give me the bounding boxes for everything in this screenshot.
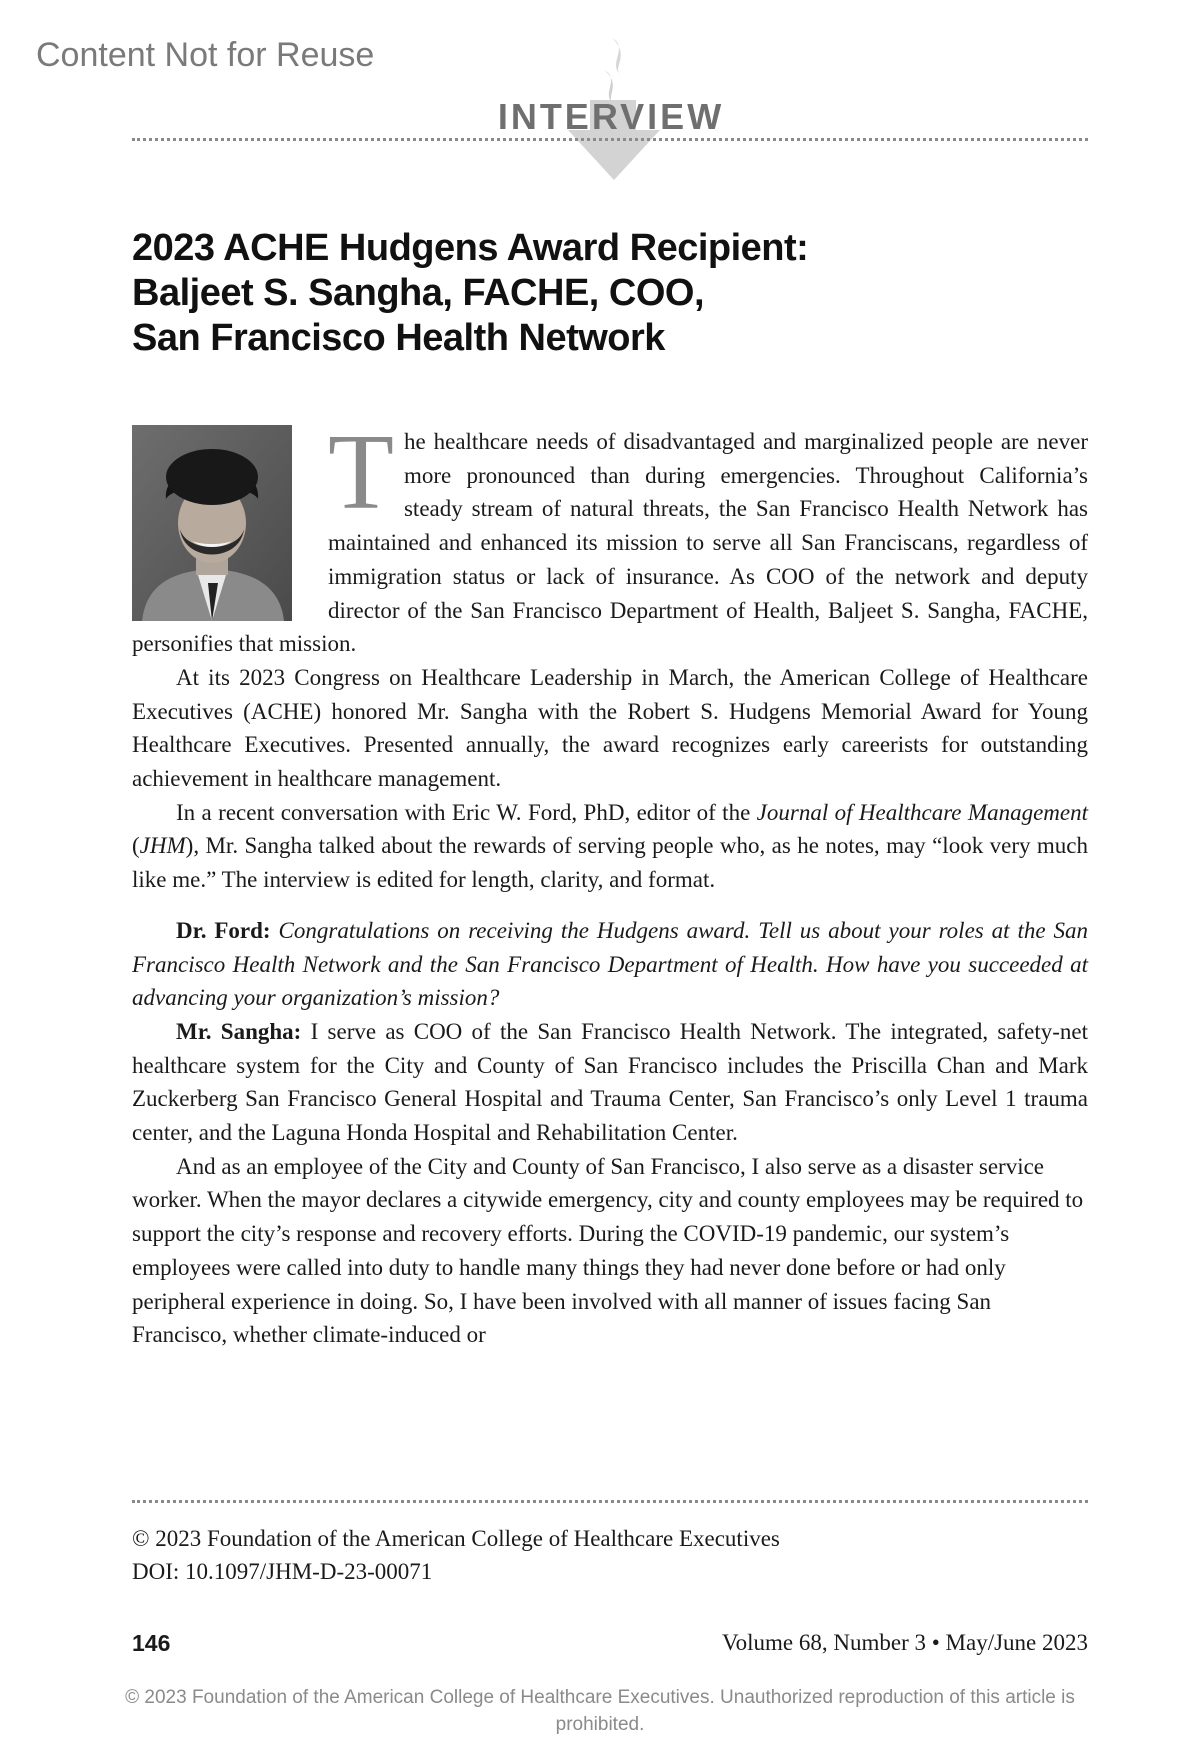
answer-paragraph-2: And as an employee of the City and County of San Francisco, I also serve as a disaster service worker. When the mayor declares a citywide emergency, city and county employees may be required to support the city’s response and recovery efforts. During the COVID-19 pandemic, our system’s employees were called into duty to handle many things they had never done before or had only peripheral experience in doing. So, I have been involved with all manner of issues facing San Francisco, whether climate-induced or: [132, 1153, 1084, 1348]
article-title: [132, 226, 1032, 361]
header-divider: [132, 138, 1088, 141]
section-label: INTERVIEW: [497, 96, 725, 137]
intro-paragraph: [132, 413, 1088, 661]
award-paragraph: At its 2023 Congress on Healthcare Leadership in March, the American College of Healthcare Executives (ACHE) honored Mr. Sangha with the Robert S. Hudgens Memorial Award for Young Healthcare Executives. Presented annually, the award recognizes early careerists for outstanding achievement in healthcare management.: [132, 664, 1088, 792]
journal-abbrev: JHM: [139, 833, 186, 859]
doi-line: DOI: 10.1097/JHM-D-23-00071: [132, 1559, 433, 1584]
interviewer-name: Dr. Ford:: [176, 917, 271, 943]
copyright-line: © 2023 Foundation of the American College of Healthcare Executives: [132, 1526, 780, 1551]
footer-copyright: [132, 1522, 780, 1588]
page-number: 146: [132, 1630, 171, 1656]
question-paragraph: [132, 914, 1088, 1015]
title-line: 2023 ACHE Hudgens Award Recipient:: [132, 227, 809, 269]
answer-text: I serve as COO of the San Francisco Health Network. The integrated, safety-net healthcare system for the City and County of San Francisco includes the Priscilla Chan and Mark Zuckerberg San Francisco General Hospital and Trauma Center, San Francisco’s only Level 1 trauma center, and the Laguna Honda Hospital and Rehabilitation Center.: [132, 1018, 1089, 1146]
article-body: [132, 413, 1089, 1352]
watermark-bottom: © 2023 Foundation of the American College of Healthcare Executives. Unauthorized reproduction of this article is prohibited.: [125, 1687, 1075, 1735]
journal-name: Journal of Healthcare Management: [756, 799, 1088, 825]
conversation-paragraph: [132, 796, 1088, 897]
interviewee-name: Mr. Sangha:: [176, 1018, 302, 1044]
text-run: In a recent conversation with Eric W. Ford, PhD, editor of the: [176, 799, 757, 825]
watermark-top: Content Not for Reuse: [36, 36, 375, 74]
issue-info: Volume 68, Number 3 • May/June 2023: [721, 1630, 1088, 1655]
drop-cap: T: [328, 413, 394, 532]
title-line: San Francisco Health Network: [132, 317, 665, 359]
text-run: ), Mr. Sangha talked about the rewards of serving people who, as he notes, may “look very much like me.” The interview is edited for length, clarity, and format.: [132, 833, 1088, 893]
intro-text: he healthcare needs of disadvantaged and marginalized people are never more pronounced than during emergencies. Throughout California’s steady stream of natural threats, the San Francisco Health Network has maintained and enhanced its mission to serve all San Franciscans, regardless of immigration status or lack of insurance. As COO of the network and deputy director of the San Francisco Department of Health, Baljeet S. Sangha, FACHE, personifies that mission.: [132, 429, 1088, 657]
answer-paragraph: [132, 1015, 1088, 1150]
question-text: Congratulations on receiving the Hudgens award. Tell us about your roles at the San Francisco Health Network and the San Francisco Department of Health. How have you succeeded at advancing your organization’s mission?: [132, 917, 1089, 1011]
title-line: Baljeet S. Sangha, FACHE, COO,: [132, 272, 705, 314]
text-run: (: [132, 833, 140, 859]
footer-divider: [132, 1500, 1088, 1503]
